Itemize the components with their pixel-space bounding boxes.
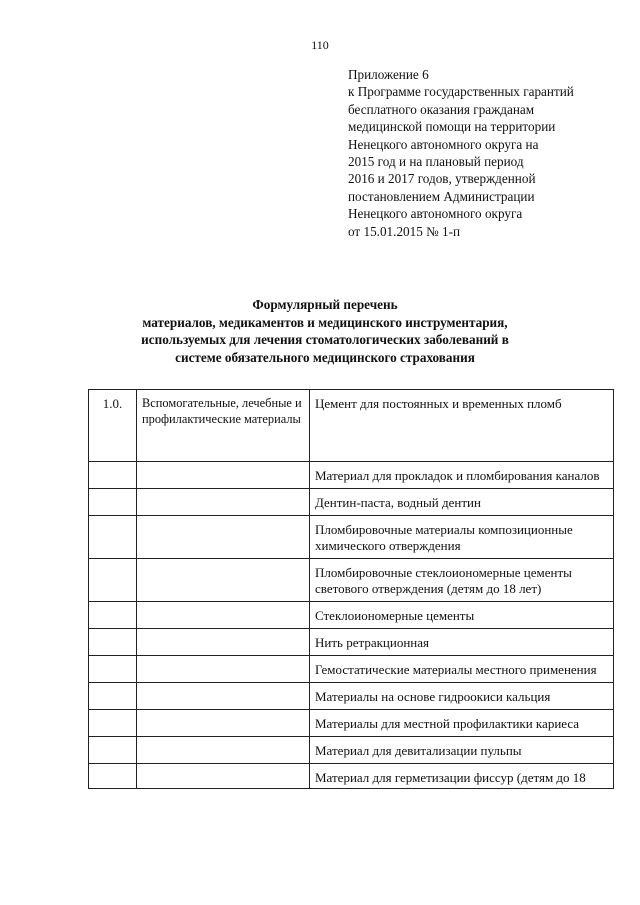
annex-line: 2015 год и на плановый период [348, 154, 524, 170]
annex-line: Приложение 6 [348, 67, 429, 82]
row-number-cell [89, 656, 137, 683]
row-number-cell [89, 559, 137, 602]
heading-subtitle-line: используемых для лечения стоматологических заболеваний в [141, 332, 509, 348]
row-number-cell [89, 737, 137, 764]
row-number-cell [89, 516, 137, 559]
heading-title: Формулярный перечень [252, 297, 398, 312]
table-row [89, 462, 614, 489]
item-cell: Дентин-паста, водный дентин [310, 489, 614, 516]
group-cell [137, 559, 310, 602]
annex-line: постановлением Администрации [348, 188, 535, 204]
table-row [89, 656, 614, 683]
table-row [89, 710, 614, 737]
annex-line: медицинской помощи на территории [348, 119, 556, 135]
row-number-cell [89, 764, 137, 789]
document-heading [60, 296, 590, 366]
annex-line: от 15.01.2015 № 1-п [348, 223, 461, 239]
item-cell: Материал для девитализации пульпы [310, 737, 614, 764]
annex-line: 2016 и 2017 годов, утвержденной [348, 171, 536, 187]
annex-line: Ненецкого автономного округа на [348, 136, 539, 152]
row-number-cell [89, 710, 137, 737]
group-cell [137, 602, 310, 629]
row-number-cell [89, 602, 137, 629]
item-cell: Материал для герметизации фиссур (детям до 18 [310, 764, 614, 789]
item-cell: Нить ретракционная [310, 629, 614, 656]
row-number-cell [89, 462, 137, 489]
heading-subtitle-line: системе обязательного медицинского страхования [175, 349, 475, 365]
heading-subtitle-line: материалов, медикаментов и медицинского инструментария, [142, 314, 508, 330]
table-row [89, 559, 614, 602]
row-number-cell [89, 489, 137, 516]
item-cell: Пломбировочные стеклоиономерные цементы светового отверждения (детям до 18 лет) [310, 559, 614, 602]
table-row [89, 516, 614, 559]
row-number-cell: 1.0. [89, 390, 137, 462]
item-cell: Пломбировочные материалы композиционные химического отверждения [310, 516, 614, 559]
item-cell: Материалы для местной профилактики кариеса [310, 710, 614, 737]
table-row [89, 390, 614, 462]
group-cell [137, 710, 310, 737]
formulary-table [88, 389, 614, 789]
group-cell [137, 683, 310, 710]
table-row [89, 764, 614, 789]
item-cell: Материал для прокладок и пломбирования каналов [310, 462, 614, 489]
annex-line: бесплатного оказания гражданам [348, 101, 535, 117]
annex-line: Ненецкого автономного округа [348, 206, 523, 222]
row-number-cell [89, 683, 137, 710]
group-cell [137, 764, 310, 789]
annex-line: к Программе государственных гарантий [348, 84, 574, 100]
annex-block [348, 66, 628, 240]
group-cell [137, 462, 310, 489]
table-row [89, 683, 614, 710]
item-cell: Гемостатические материалы местного применения [310, 656, 614, 683]
group-cell [137, 656, 310, 683]
table-row [89, 737, 614, 764]
group-cell [137, 489, 310, 516]
group-cell [137, 629, 310, 656]
page-number: 110 [311, 38, 329, 52]
group-cell [137, 737, 310, 764]
table-row [89, 602, 614, 629]
table-row [89, 629, 614, 656]
item-cell: Стеклоиономерные цементы [310, 602, 614, 629]
group-cell: Вспомогательные, лечебные и профилактические материалы [137, 390, 310, 462]
row-number-cell [89, 629, 137, 656]
table-row [89, 489, 614, 516]
group-cell [137, 516, 310, 559]
item-cell: Цемент для постоянных и временных пломб [310, 390, 614, 462]
item-cell: Материалы на основе гидроокиси кальция [310, 683, 614, 710]
